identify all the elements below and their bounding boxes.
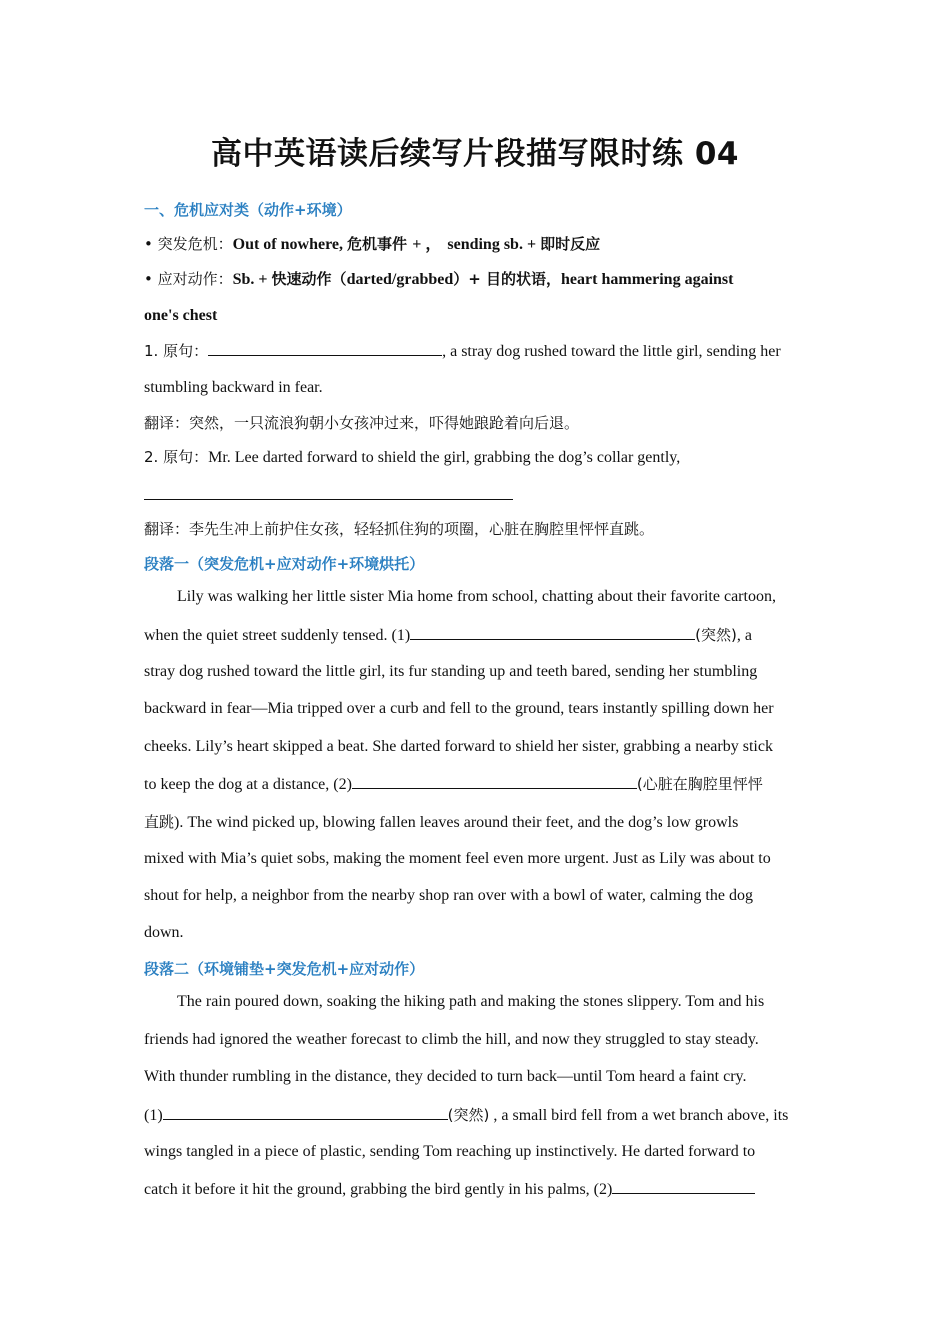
answer-blank[interactable] bbox=[352, 773, 637, 789]
paragraph-line: to keep the dog at a distance, (2) (心脏在胸腔里怦怦 bbox=[144, 775, 763, 793]
paragraph-line: stray dog rushed toward the little girl, its fur standing up and teeth bared, sending her stumbling bbox=[144, 663, 758, 680]
section-heading: 一、危机应对类（动作+环境） bbox=[144, 201, 352, 219]
bullet-label: • 应对动作： bbox=[144, 270, 233, 288]
paragraph-line: Lily was walking her little sister Mia home from school, chatting about their favorite cartoon, bbox=[177, 588, 776, 605]
answer-blank[interactable] bbox=[163, 1104, 448, 1120]
paragraph-line: friends had ignored the weather forecast to climb the hill, and now they struggled to stay steady. bbox=[144, 1031, 759, 1048]
paragraph-line: down. bbox=[144, 924, 184, 941]
paragraph-line: when the quiet street suddenly tensed. (1) (突然), a bbox=[144, 626, 752, 644]
translation-1: 翻译：突然，一只流浪狗朝小女孩冲过来，吓得她踉跄着向后退。 bbox=[144, 414, 580, 432]
example-2-blank-line bbox=[144, 484, 513, 507]
paragraph-line: With thunder rumbling in the distance, they decided to turn back—until Tom heard a faint cry. bbox=[144, 1068, 747, 1085]
answer-blank[interactable] bbox=[208, 340, 442, 356]
paragraph-line: 直跳). The wind picked up, blowing fallen leaves around their feet, and the dog’s low growls bbox=[144, 813, 739, 831]
bullet-response-cont: one's chest bbox=[144, 307, 218, 324]
paragraph-line: backward in fear—Mia tripped over a curb and fell to the ground, tears instantly spilling down her bbox=[144, 700, 774, 717]
paragraph-line: The rain poured down, soaking the hiking path and making the stones slippery. Tom and his bbox=[177, 993, 765, 1010]
example-1: 1. 原句： , a stray dog rushed toward the little girl, sending her bbox=[144, 342, 781, 360]
answer-blank[interactable] bbox=[410, 624, 695, 640]
paragraph-line: shout for help, a neighbor from the nearby shop ran over with a bowl of water, calming the dog bbox=[144, 887, 753, 904]
bullet-response: • 应对动作：Sb. + 快速动作（darted/grabbed）+ 目的状语，heart hammering against bbox=[144, 270, 734, 288]
page-title: 高中英语读后续写片段描写限时练 04 bbox=[211, 136, 739, 172]
paragraph-heading: 段落二（环境铺垫+突发危机+应对动作） bbox=[144, 960, 425, 978]
paragraph-line: cheeks. Lily’s heart skipped a beat. She darted forward to shield her sister, grabbing a nearby stick bbox=[144, 738, 773, 755]
example-1-cont: stumbling backward in fear. bbox=[144, 379, 323, 396]
answer-blank[interactable] bbox=[144, 484, 513, 500]
paragraph-line: mixed with Mia’s quiet sobs, making the moment feel even more urgent. Just as Lily was about to bbox=[144, 850, 771, 867]
paragraph-line: (1) (突然) , a small bird fell from a wet branch above, its bbox=[144, 1106, 789, 1124]
bullet-crisis: • 突发危机：Out of nowhere, 危机事件 + ， sending sb. + 即时反应 bbox=[144, 235, 601, 253]
paragraph-line: wings tangled in a piece of plastic, sending Tom reaching up instinctively. He darted forward to bbox=[144, 1143, 756, 1160]
paragraph-line: catch it before it hit the ground, grabbing the bird gently in his palms, (2) bbox=[144, 1178, 755, 1201]
bullet-label: • 突发危机： bbox=[144, 235, 233, 253]
paragraph-heading: 段落一（突发危机+应对动作+环境烘托） bbox=[144, 555, 425, 573]
example-2: 2. 原句：Mr. Lee darted forward to shield the girl, grabbing the dog’s collar gently, bbox=[144, 448, 681, 466]
answer-blank[interactable] bbox=[612, 1178, 755, 1194]
translation-2: 翻译：李先生冲上前护住女孩，轻轻抓住狗的项圈，心脏在胸腔里怦怦直跳。 bbox=[144, 520, 655, 538]
